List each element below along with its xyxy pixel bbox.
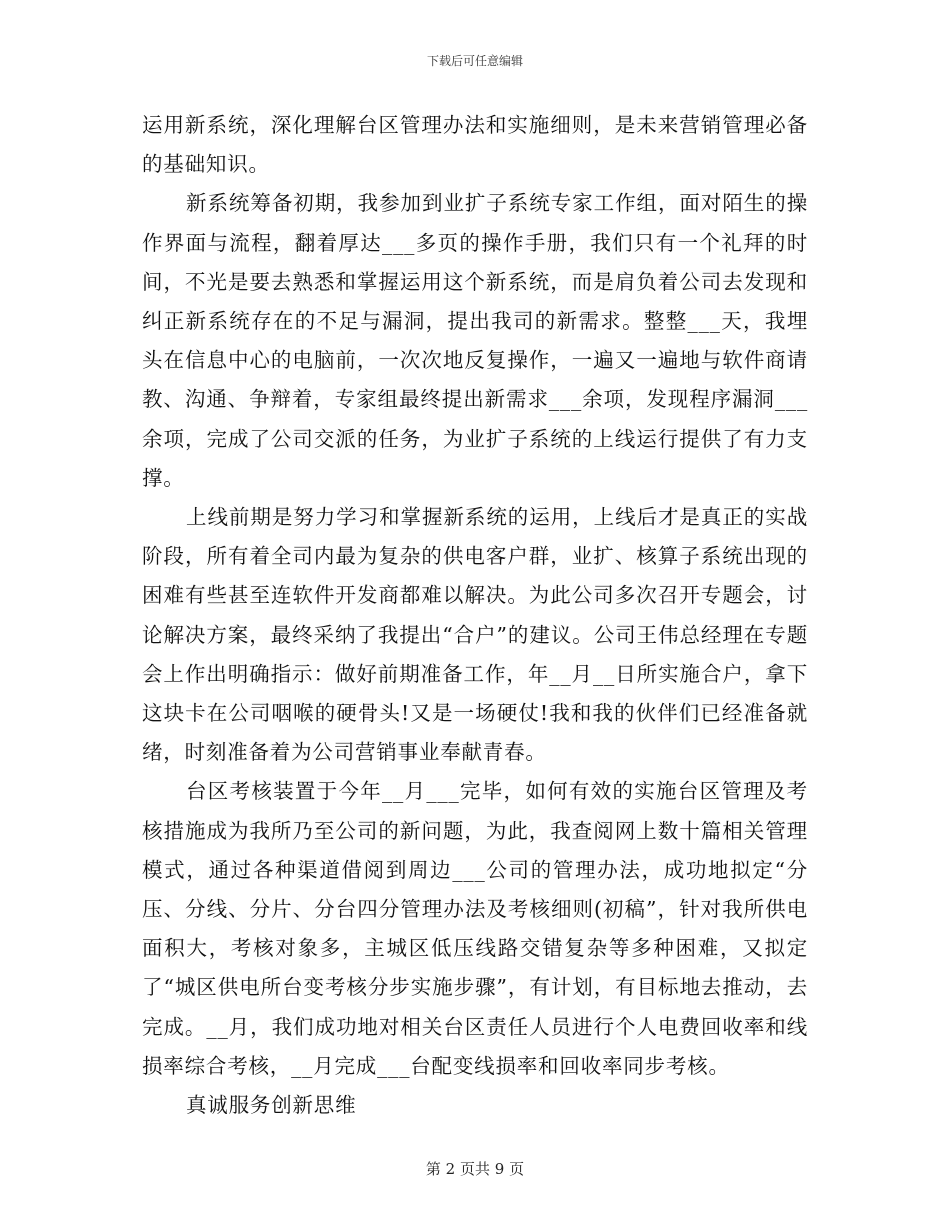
section-heading-service: 真诚服务创新思维	[186, 1093, 357, 1118]
page-footer: 第 2 页共 9 页	[425, 1160, 525, 1178]
paragraph-continuation: 运用新系统，深化理解台区管理办法和实施细则，是未来营销管理必备的基础知识。	[142, 113, 808, 177]
paragraph-new-system-prep: 新系统筹备初期，我参加到业扩子系统专家工作组，面对陌生的操作界面与流程，翻着厚达___多页的操作手册，我们只有一个礼拜的时间，不光是要去熟悉和掌握运用这个新系统，而是肩负着公司去发现和纠正新系统存在的不足与漏洞，提出我司的新需求。整整___天，我埋头在信息中心的电脑前，一次次地反复操作，一遍又一遍地与软件商请教、沟通、争辩着，专家组最终提出新需求___余项，发现程序漏洞___余项，完成了公司交派的任务，为业扩子系统的上线运行提供了有力支撑。	[142, 191, 808, 490]
document-body	[142, 106, 808, 1125]
paragraph-launch-phase: 上线前期是努力学习和掌握新系统的运用，上线后才是真正的实战阶段，所有着全司内最为复杂的供电客户群，业扩、核算子系统出现的困难有些甚至连软件开发商都难以解决。为此公司多次召开专题会，讨论解决方案，最终采纳了我提出“合户”的建议。公司王伟总经理在专题会上作出明确指示：做好前期准备工作，年__月__日所实施合户，拿下这块卡在公司咽喉的硬骨头!又是一场硬仗!我和我的伙伴们已经准备就绪，时刻准备着为公司营销事业奉献青春。	[142, 505, 808, 765]
paragraph-assessment: 台区考核装置于今年__月___完毕，如何有效的实施台区管理及考核措施成为我所乃至公司的新问题，为此，我查阅网上数十篇相关管理模式，通过各种渠道借阅到周边___公司的管理办法，成功地拟定“分压、分线、分片、分台四分管理办法及考核细则(初稿”，针对我所供电面积大，考核对象多，主城区低压线路交错复杂等多种困难，又拟定了“城区供电所台变考核分步实施步骤”，有计划，有目标地去推动，去完成。__月，我们成功地对相关台区责任人员进行个人电费回收率和线损率综合考核，__月完成___台配变线损率和回收率同步考核。	[142, 779, 808, 1078]
page-header: 下载后可任意编辑	[426, 54, 523, 68]
